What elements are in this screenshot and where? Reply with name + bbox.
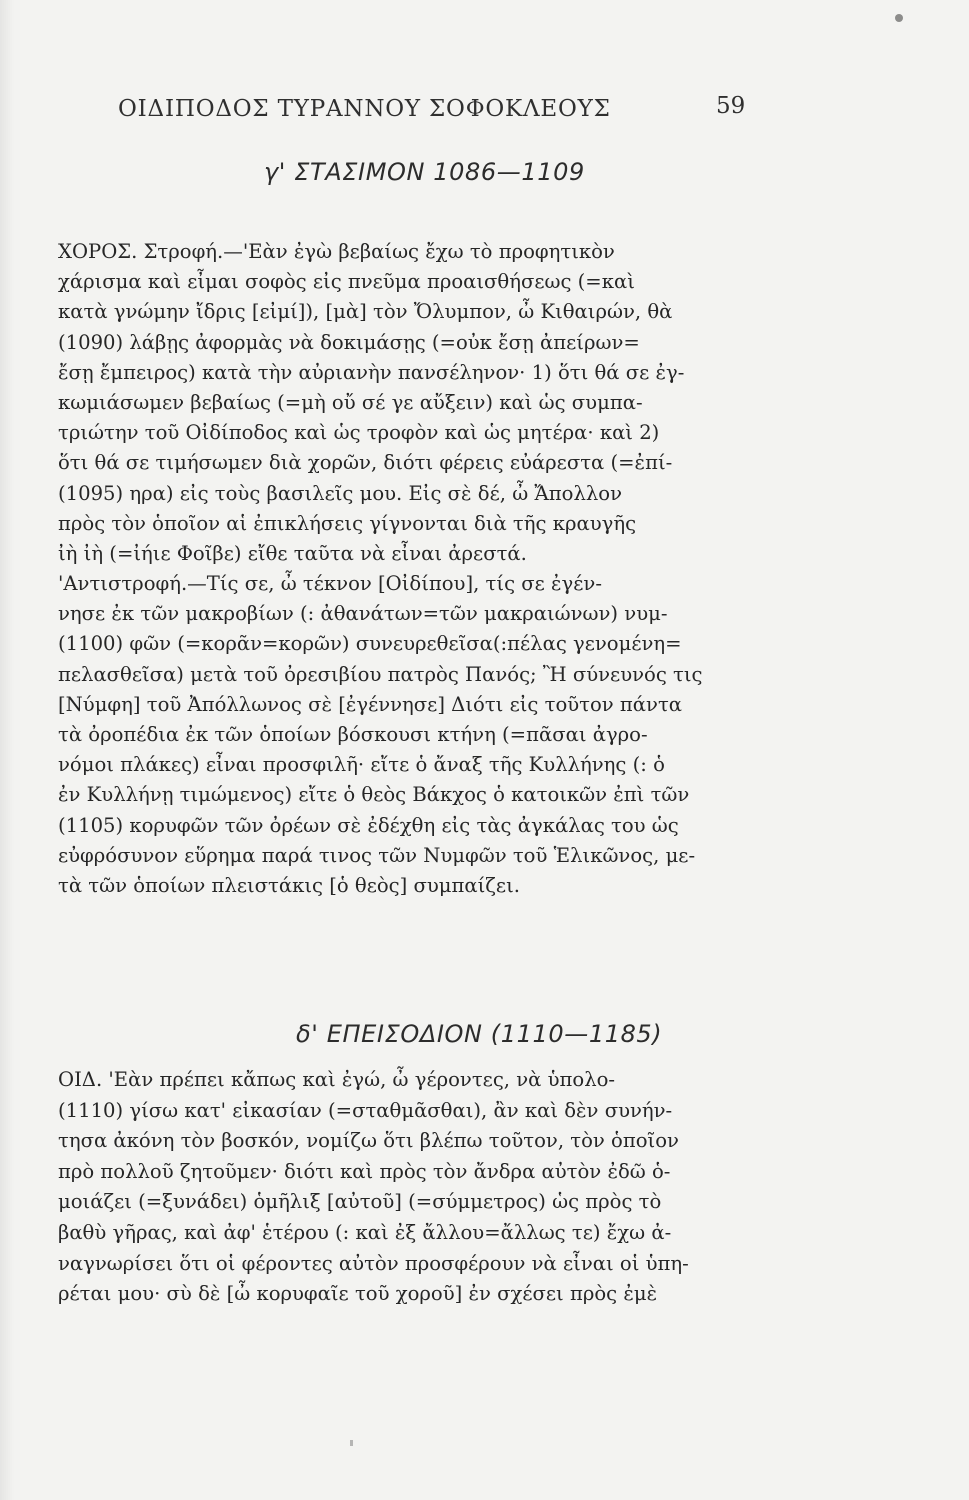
text-line: (1100) φῶν (=κορᾶν=κορῶν) συνευρεθεῖσα(:πέλας γενομένη= [58, 632, 682, 656]
text-line: εὐφρόσυνον εὕρημα παρά τινος τῶν Νυμφῶν τοῦ Ἑλικῶνος, με- [58, 843, 696, 867]
text-line: ΧΟΡΟΣ. Στροφή.—'Εὰν ἐγὼ βεβαίως ἔχω τὸ προφητικὸν [58, 240, 615, 263]
text-line: νησε ἐκ τῶν μακροβίων (: ἀθανάτων=τῶν μακραιώνων) νυμ- [58, 602, 668, 626]
text-line: μοιάζει (=ξυνάδει) ὁμῆλιξ [αὐτοῦ] (=σύμμετρος) ὡς πρὸς τὸ [58, 1190, 662, 1214]
text-line: (1105) κορυφῶν τῶν ὀρέων σὲ ἐδέχθη εἰς τὰς ἀγκάλας του ὡς [58, 813, 679, 837]
section-heading-epeisodion: δ' ΕΠΕΙΣΟΔΙΟΝ (1110—1185) [296, 1020, 663, 1048]
page-edge-shadow [0, 0, 14, 1500]
text-line: ὅτι θά σε τιμήσωμεν διὰ χορῶν, διότι φέρεις εὐάρεστα (=ἐπί- [58, 451, 673, 475]
text-line: πρὸ πολλοῦ ζητοῦμεν· διότι καὶ πρὸς τὸν ἄνδρα αὐτὸν ἐδῶ ὁ- [58, 1159, 671, 1183]
section-heading-stasimon: γ' ΣΤΑΣΙΜΟΝ 1086—1109 [264, 158, 585, 186]
text-line: [Νύμφη] τοῦ Ἀπόλλωνος σὲ [ἐγέννησε] Διότι εἰς τοῦτον πάντα [58, 692, 683, 716]
text-line: νόμοι πλάκες) εἶναι προσφιλῆ· εἴτε ὁ ἄναξ τῆς Κυλλήνης (: ὁ [58, 753, 665, 777]
text-line: κατὰ γνώμην ἴδρις [εἰμί]), [μὰ] τὸν Ὄλυμπον, ὦ Κιθαιρών, θὰ [58, 300, 673, 324]
stasimon-text-block [58, 237, 800, 901]
text-line: ΟΙΔ. 'Εὰν πρέπει κἄπως καὶ ἐγώ, ὦ γέροντες, νὰ ὑπολο- [58, 1068, 616, 1091]
text-line: ἔσῃ ἔμπειρος) κατὰ τὴν αὐριανὴν πανσέληνον· 1) ὅτι θά σε ἐγ- [58, 360, 685, 384]
text-line: τὰ ὀροπέδια ἐκ τῶν ὁποίων βόσκουσι κτήνη (=πᾶσαι ἀγρο- [58, 723, 648, 746]
text-line: τριώτην τοῦ Οἰδίποδος καὶ ὡς τροφὸν καὶ ὡς μητέρα· καὶ 2) [58, 421, 660, 445]
text-line: τὰ τῶν ὁποίων πλειστάκις [ὁ θεὸς] συμπαίζει. [58, 873, 520, 897]
text-line: τησα ἀκόνη τὸν βοσκόν, νομίζω ὅτι βλέπω τοῦτον, τὸν ὁποῖον [58, 1129, 679, 1153]
running-title: ΟΙΔΙΠΟΔΟΣ ΤΥΡΑΝΝΟΥ ΣΟΦΟΚΛΕΟΥΣ [118, 96, 611, 122]
page-number: 59 [716, 93, 746, 119]
text-line: ρέται μου· σὺ δὲ [ὦ κορυφαῖε τοῦ χοροῦ] ἐν σχέσει πρὸς ἐμὲ [58, 1282, 658, 1306]
text-line: βαθὺ γῆρας, καὶ ἀφ' ἑτέρου (: καὶ ἐξ ἄλλου=ἄλλως τε) ἔχω ἀ- [58, 1220, 672, 1244]
ink-speck [895, 14, 903, 22]
epeisodion-text-block [58, 1065, 800, 1310]
text-line: πρὸς τὸν ὁποῖον αἱ ἐπικλήσεις γίγνονται διὰ τῆς κραυγῆς [58, 511, 637, 535]
text-line: 'Αντιστροφή.—Τίς σε, ὦ τέκνον [Οἰδίπου], τίς σε ἐγέν- [58, 572, 602, 596]
text-line: κωμιάσωμεν βεβαίως (=μὴ οὔ σέ γε αὔξειν) καὶ ὡς συμπα- [58, 390, 643, 414]
text-line: ναγνωρίσει ὅτι οἱ φέροντες αὐτὸν προσφέρουν νὰ εἶναι οἱ ὑπη- [58, 1251, 689, 1275]
text-line: ἐν Κυλλήνῃ τιμώμενος) εἴτε ὁ θεὸς Βάκχος ὁ κατοικῶν ἐπὶ τῶν [58, 783, 690, 807]
ink-speck-lower [350, 1440, 353, 1446]
text-line: (1095) ηρα) εἰς τοὺς βασιλεῖς μου. Εἰς σὲ δέ, ὦ Ἄπολλον [58, 481, 623, 505]
text-line: χάρισμα καὶ εἶμαι σοφὸς εἰς πνεῦμα προαισθήσεως (=καὶ [58, 270, 635, 294]
text-line: πελασθεῖσα) μετὰ τοῦ ὀρεσιβίου πατρὸς Πανός; Ἢ σύνευνός τις [58, 662, 703, 686]
text-line: ἰὴ ἰὴ (=ἰήιε Φοῖβε) εἴθε ταῦτα νὰ εἶναι ἀρεστά. [58, 541, 527, 565]
text-line: (1090) λάβῃς ἀφορμὰς νὰ δοκιμάσῃς (=οὐκ ἔσῃ ἀπείρων= [58, 330, 640, 354]
text-line: (1110) γίσω κατ' εἰκασίαν (=σταθμᾶσθαι), ἂν καὶ δὲν συνήν- [58, 1098, 673, 1122]
